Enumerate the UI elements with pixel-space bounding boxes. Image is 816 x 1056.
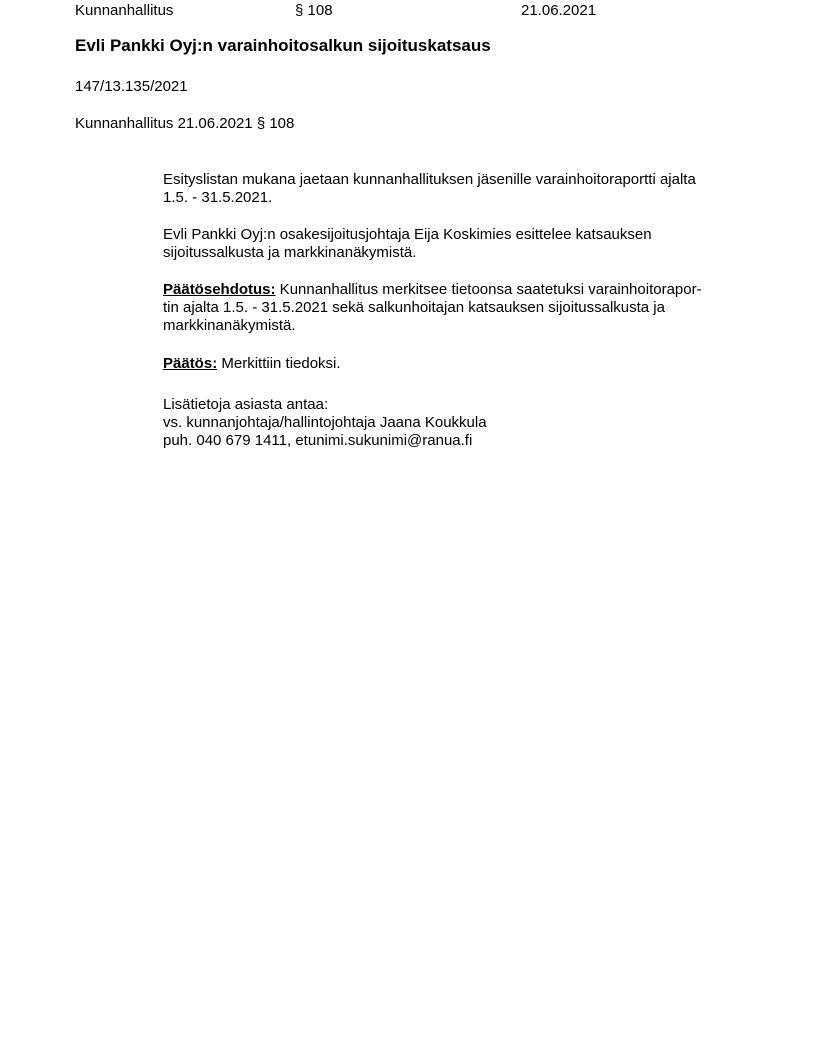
proposal-line-2: tin ajalta 1.5. - 31.5.2021 sekä salkunhoitajan katsauksen sijoitussalkusta ja: [163, 299, 665, 316]
header-committee: Kunnanhallitus: [75, 2, 174, 19]
contact-line-1: Lisätietoja asiasta antaa:: [163, 396, 329, 413]
paragraph-intro: [163, 171, 763, 207]
contact-line-2: vs. kunnanjohtaja/hallintojohtaja Jaana Koukkula: [163, 414, 487, 431]
presenter-line-2: sijoitussalkusta ja markkinanäkymistä.: [163, 244, 417, 261]
paragraph-presenter: [163, 226, 763, 262]
decision-text: Merkittiin tiedoksi.: [217, 355, 341, 372]
intro-line-2: 1.5. - 31.5.2021.: [163, 189, 273, 206]
section-reference: Kunnanhallitus 21.06.2021 § 108: [75, 115, 295, 132]
paragraph-proposal: [163, 281, 763, 335]
header-date: 21.06.2021: [521, 2, 597, 19]
proposal-line-1: [163, 281, 763, 299]
page-title: Evli Pankki Oyj:n varainhoitosalkun sijoituskatsaus: [75, 36, 491, 55]
contact-line-3: puh. 040 679 1411, etunimi.sukunimi@ranua.fi: [163, 432, 473, 449]
paragraph-decision: [163, 355, 763, 373]
record-number: 147/13.135/2021: [75, 78, 188, 95]
decision-line: [163, 355, 763, 373]
proposal-line-1-text: Kunnanhallitus merkitsee tietoonsa saatetuksi varainhoitorapor-: [275, 281, 702, 298]
paragraph-contact: [163, 396, 763, 450]
presenter-line-1: Evli Pankki Oyj:n osakesijoitusjohtaja Eija Koskimies esittelee katsauksen: [163, 226, 652, 243]
proposal-label: Päätösehdotus:: [163, 281, 276, 298]
header-section-number: § 108: [295, 2, 333, 19]
proposal-line-3: markkinanäkymistä.: [163, 317, 296, 334]
intro-line-1: Esityslistan mukana jaetaan kunnanhallituksen jäsenille varainhoitoraportti ajalta: [163, 171, 696, 188]
decision-label: Päätös:: [163, 355, 218, 372]
